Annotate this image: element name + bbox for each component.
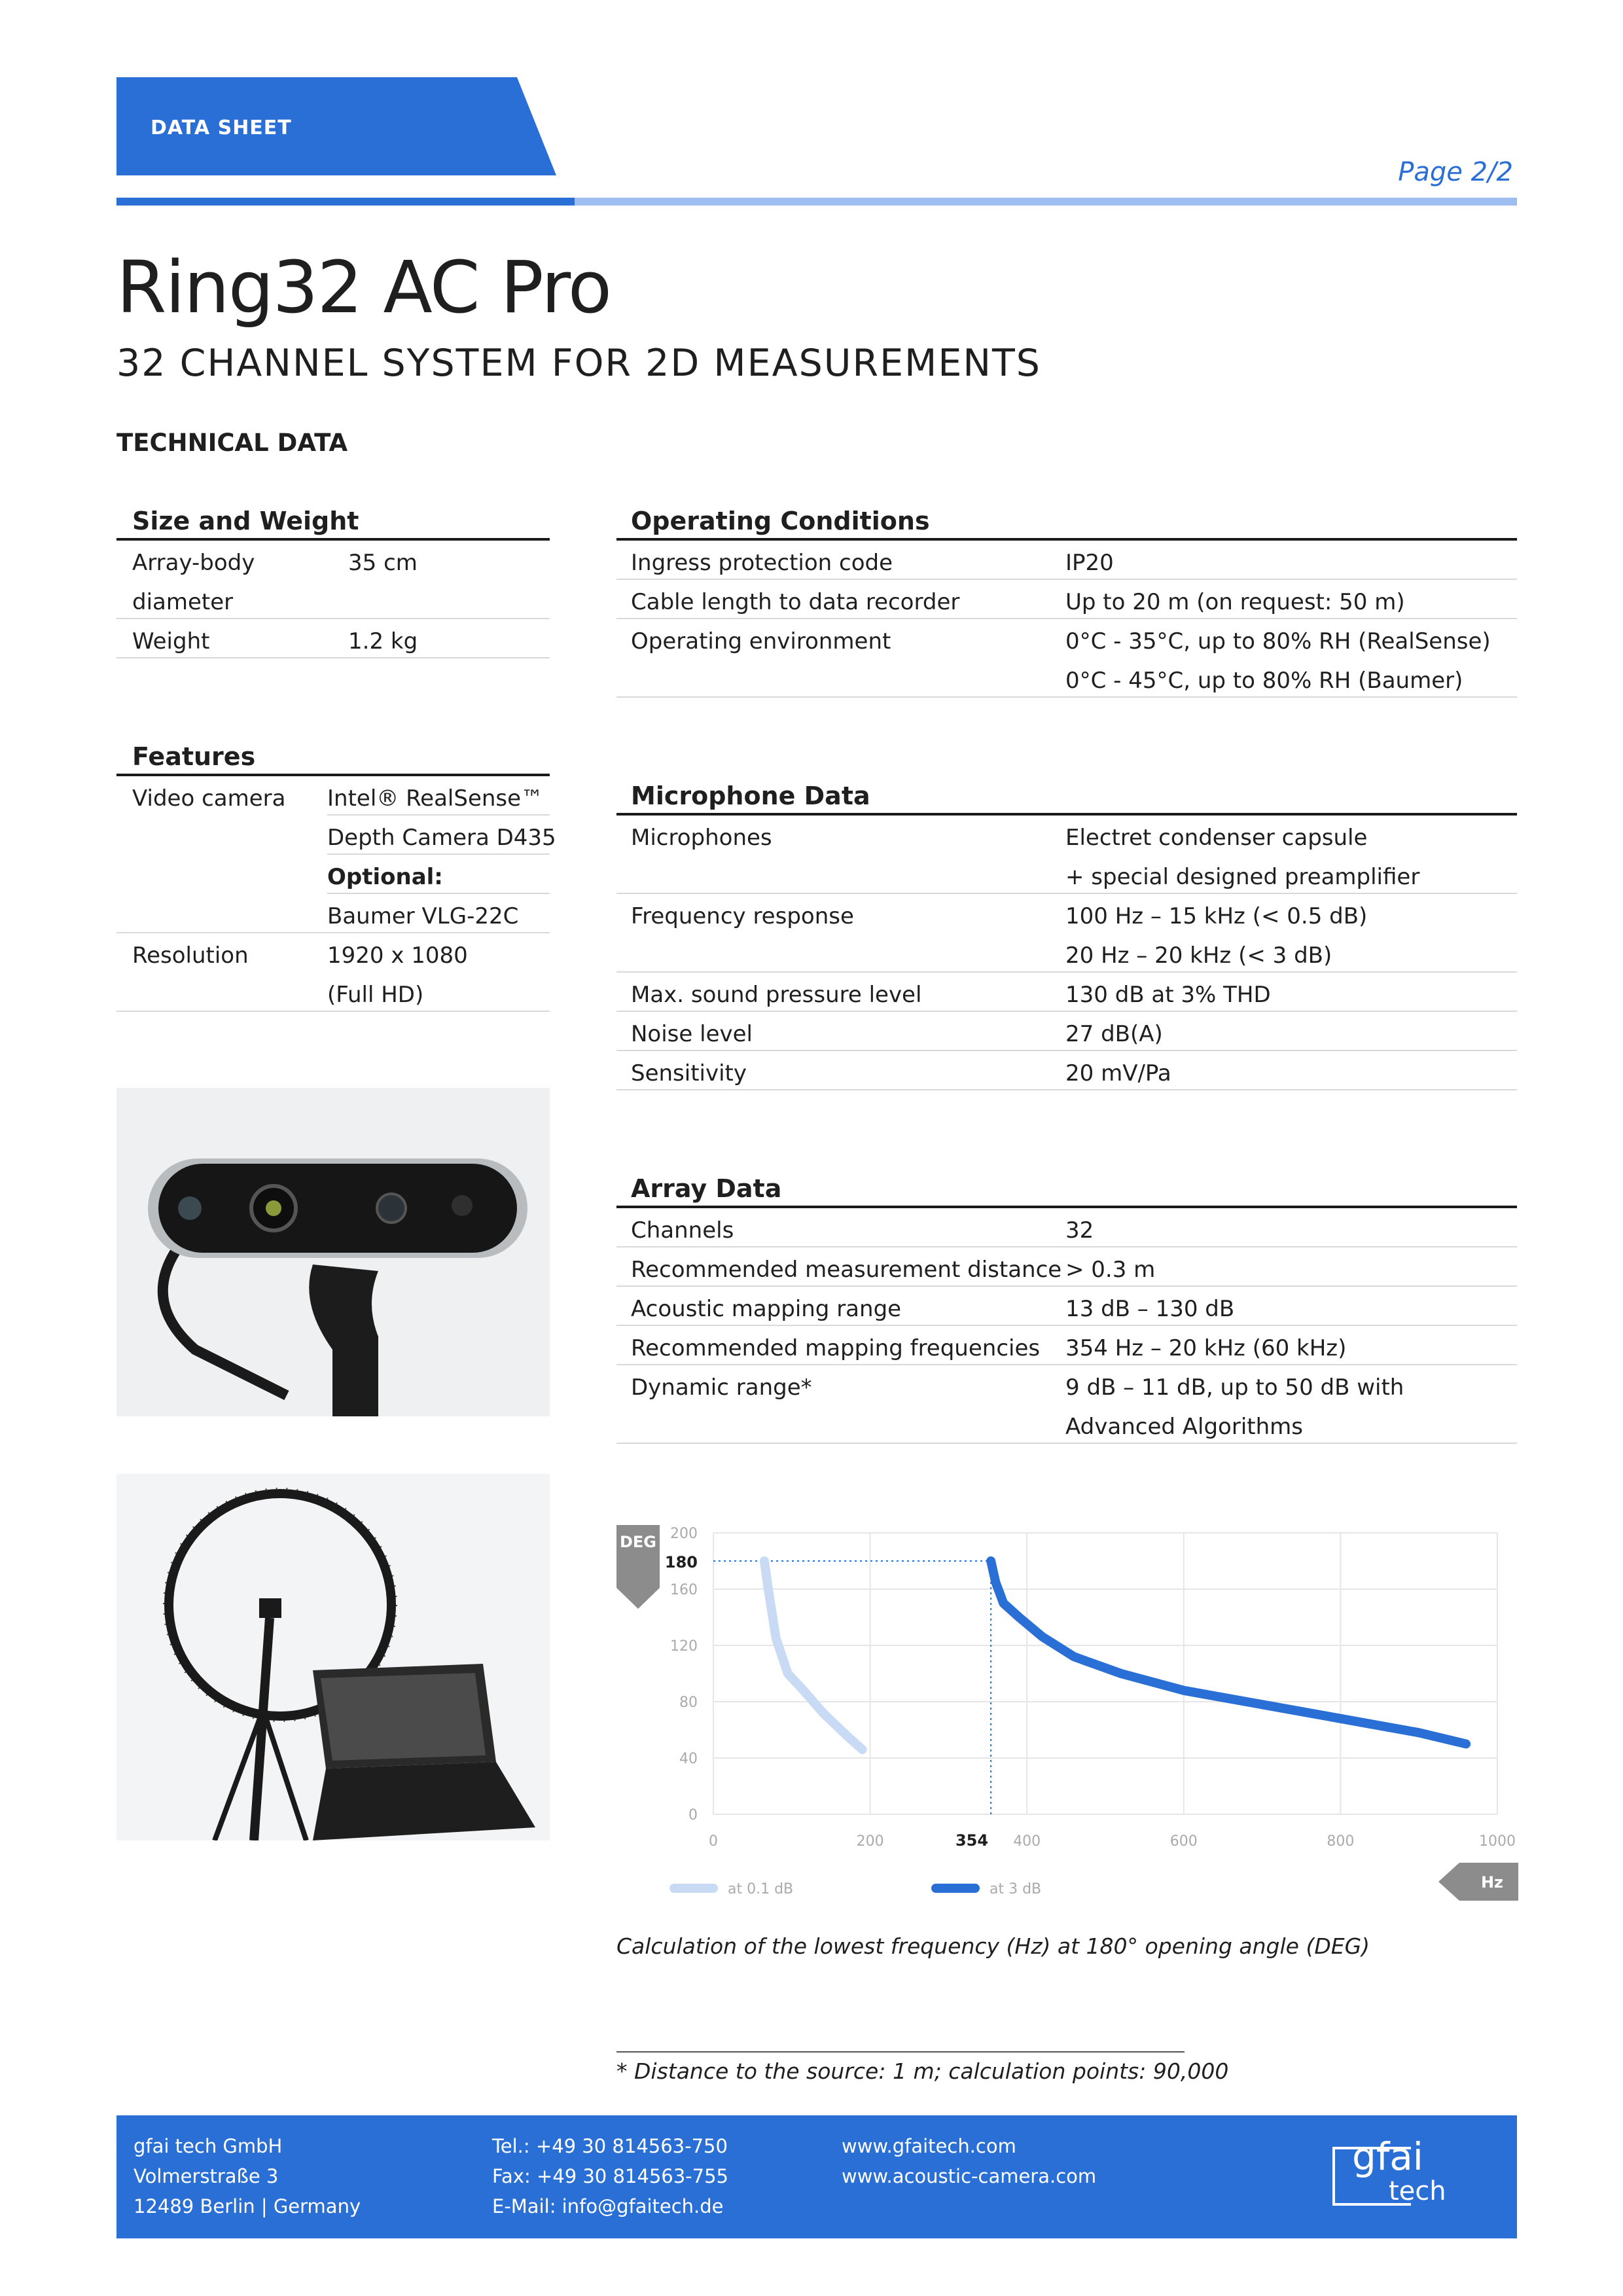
environment-value-1: 0°C - 35°C, up to 80% RH (RealSense) bbox=[1065, 628, 1491, 655]
footer-bar bbox=[116, 2115, 1517, 2238]
frequency-value-2: 20 Hz – 20 kHz (< 3 dB) bbox=[1065, 942, 1332, 969]
optional-label: Optional: bbox=[327, 864, 443, 890]
array-title: Array Data bbox=[631, 1174, 782, 1203]
microphones-value-2: + special designed preamplifier bbox=[1065, 864, 1420, 890]
row-divider bbox=[616, 971, 1517, 973]
ingress-label: Ingress protection code bbox=[631, 550, 893, 576]
frequency-label: Frequency response bbox=[631, 903, 854, 929]
row-divider bbox=[616, 1285, 1517, 1287]
header-rule-dark bbox=[116, 198, 575, 206]
y-tick-label: 200 bbox=[670, 1526, 698, 1542]
size-label: Array-body bbox=[132, 550, 255, 576]
distance-label: Recommended measurement distance bbox=[631, 1257, 1062, 1283]
highlight-y-label: 180 bbox=[664, 1553, 698, 1571]
y-tick-label: 0 bbox=[688, 1807, 698, 1823]
logo-tech: tech bbox=[1389, 2176, 1446, 2206]
environment-label: Operating environment bbox=[631, 628, 891, 655]
footer-web-1[interactable]: www.gfaitech.com bbox=[842, 2135, 1016, 2157]
resolution-label: Resolution bbox=[132, 942, 249, 969]
noise-value: 27 dB(A) bbox=[1065, 1021, 1163, 1047]
x-tick-label: 600 bbox=[1169, 1833, 1198, 1850]
mapping-range-label: Acoustic mapping range bbox=[631, 1296, 902, 1322]
frequency-angle-chart bbox=[609, 1499, 1518, 1918]
row-divider bbox=[116, 932, 550, 933]
row-divider bbox=[116, 657, 550, 658]
row-divider bbox=[616, 893, 1517, 894]
footer-tel: Tel.: +49 30 814563-750 bbox=[492, 2135, 728, 2157]
row-divider bbox=[116, 1011, 550, 1012]
row-divider bbox=[327, 814, 550, 816]
x-tick-label: 200 bbox=[856, 1833, 884, 1850]
channels-label: Channels bbox=[631, 1217, 734, 1244]
features-title: Features bbox=[132, 742, 256, 771]
array-rule bbox=[616, 1206, 1517, 1208]
sensitivity-value: 20 mV/Pa bbox=[1065, 1060, 1171, 1086]
ingress-value: IP20 bbox=[1065, 550, 1114, 576]
hz-badge bbox=[1438, 1863, 1518, 1901]
spl-label: Max. sound pressure level bbox=[631, 982, 922, 1008]
highlight-x-label: 354 bbox=[955, 1831, 989, 1850]
y-tick-label: 160 bbox=[670, 1582, 698, 1598]
chart-caption: Calculation of the lowest frequency (Hz) at 180° opening angle (DEG) bbox=[616, 1933, 1370, 1959]
x-tick-label: 800 bbox=[1327, 1833, 1355, 1850]
size-weight-rule bbox=[116, 538, 550, 541]
microphones-label: Microphones bbox=[631, 825, 772, 851]
environment-value-2: 0°C - 45°C, up to 80% RH (Baumer) bbox=[1065, 668, 1463, 694]
x-axis-title: Hz bbox=[1480, 1873, 1504, 1892]
weight-value: 1.2 kg bbox=[348, 628, 418, 655]
footer-city: 12489 Berlin | Germany bbox=[134, 2195, 361, 2217]
cable-label: Cable length to data recorder bbox=[631, 589, 960, 615]
row-divider bbox=[327, 853, 550, 855]
operating-rule bbox=[616, 538, 1517, 541]
row-divider bbox=[616, 1011, 1517, 1012]
microphone-title: Microphone Data bbox=[631, 781, 870, 810]
distance-value: > 0.3 m bbox=[1065, 1257, 1156, 1283]
row-divider bbox=[616, 579, 1517, 580]
mapping-freq-value: 354 Hz – 20 kHz (60 kHz) bbox=[1065, 1335, 1347, 1361]
y-axis-title: DEG bbox=[619, 1533, 657, 1551]
camera-photo bbox=[116, 1088, 550, 1416]
product-title: Ring32 AC Pro bbox=[116, 245, 611, 329]
product-subtitle: 32 CHANNEL SYSTEM FOR 2D MEASUREMENTS bbox=[116, 342, 1041, 385]
row-divider bbox=[616, 1246, 1517, 1247]
operating-title: Operating Conditions bbox=[631, 507, 930, 535]
microphones-value-1: Electret condenser capsule bbox=[1065, 825, 1368, 851]
y-tick-label: 80 bbox=[679, 1695, 698, 1711]
row-divider bbox=[616, 618, 1517, 619]
page-number: Page 2/2 bbox=[1398, 157, 1513, 187]
footer-email[interactable]: E-Mail: info@gfaitech.de bbox=[492, 2195, 724, 2217]
row-divider bbox=[616, 1364, 1517, 1365]
footer-street: Volmerstraße 3 bbox=[134, 2165, 279, 2187]
resolution-value-1: 1920 x 1080 bbox=[327, 942, 468, 969]
row-divider bbox=[616, 1089, 1517, 1090]
footnote-rule bbox=[616, 2051, 1185, 2053]
features-rule bbox=[116, 774, 550, 776]
video-camera-value-2: Depth Camera D435 bbox=[327, 825, 556, 851]
y-tick-label: 40 bbox=[679, 1751, 698, 1767]
size-weight-title: Size and Weight bbox=[132, 507, 359, 535]
sensitivity-label: Sensitivity bbox=[631, 1060, 747, 1086]
footer-web-2[interactable]: www.acoustic-camera.com bbox=[842, 2165, 1097, 2187]
x-tick-label: 400 bbox=[1013, 1833, 1041, 1850]
row-divider bbox=[616, 696, 1517, 698]
y-tick-label: 120 bbox=[670, 1638, 698, 1655]
logo-gfai: gfai bbox=[1352, 2134, 1423, 2179]
row-divider bbox=[616, 1050, 1517, 1051]
video-camera-label: Video camera bbox=[132, 785, 286, 812]
frequency-value-1: 100 Hz – 15 kHz (< 0.5 dB) bbox=[1065, 903, 1368, 929]
header-banner bbox=[0, 0, 1623, 183]
size-label-2: diameter bbox=[132, 589, 234, 615]
row-divider bbox=[116, 618, 550, 619]
dynamic-range-label: Dynamic range* bbox=[631, 1374, 812, 1401]
video-camera-value-1: Intel® RealSense™ bbox=[327, 785, 544, 812]
row-divider bbox=[616, 1443, 1517, 1444]
footnote: * Distance to the source: 1 m; calculation points: 90,000 bbox=[616, 2058, 1229, 2084]
row-divider bbox=[616, 1325, 1517, 1326]
mapping-range-value: 13 dB – 130 dB bbox=[1065, 1296, 1235, 1322]
header-rule-light bbox=[575, 198, 1517, 206]
footer-fax: Fax: +49 30 814563-755 bbox=[492, 2165, 728, 2187]
x-tick-label: 0 bbox=[709, 1833, 718, 1850]
row-divider bbox=[327, 893, 550, 894]
technical-data-heading: TECHNICAL DATA bbox=[116, 429, 348, 457]
weight-label: Weight bbox=[132, 628, 210, 655]
channels-value: 32 bbox=[1065, 1217, 1094, 1244]
data-sheet-tag: DATA SHEET bbox=[151, 117, 292, 139]
microphone-rule bbox=[616, 813, 1517, 816]
series-line-2 bbox=[991, 1561, 1466, 1744]
size-value: 35 cm bbox=[348, 550, 418, 576]
video-camera-value-3: Baumer VLG-22C bbox=[327, 903, 519, 929]
dynamic-range-value-1: 9 dB – 11 dB, up to 50 dB with bbox=[1065, 1374, 1404, 1401]
ring-array-photo bbox=[116, 1474, 550, 1840]
mapping-freq-label: Recommended mapping frequencies bbox=[631, 1335, 1041, 1361]
x-tick-label: 1000 bbox=[1479, 1833, 1516, 1850]
footer-company: gfai tech GmbH bbox=[134, 2135, 283, 2157]
cable-value: Up to 20 m (on request: 50 m) bbox=[1065, 589, 1405, 615]
noise-label: Noise level bbox=[631, 1021, 753, 1047]
legend-label-2: at 3 dB bbox=[990, 1881, 1042, 1897]
legend-label-1: at 0.1 dB bbox=[728, 1881, 794, 1897]
spl-value: 130 dB at 3% THD bbox=[1065, 982, 1271, 1008]
dynamic-range-value-2: Advanced Algorithms bbox=[1065, 1414, 1303, 1440]
resolution-value-2: (Full HD) bbox=[327, 982, 424, 1008]
